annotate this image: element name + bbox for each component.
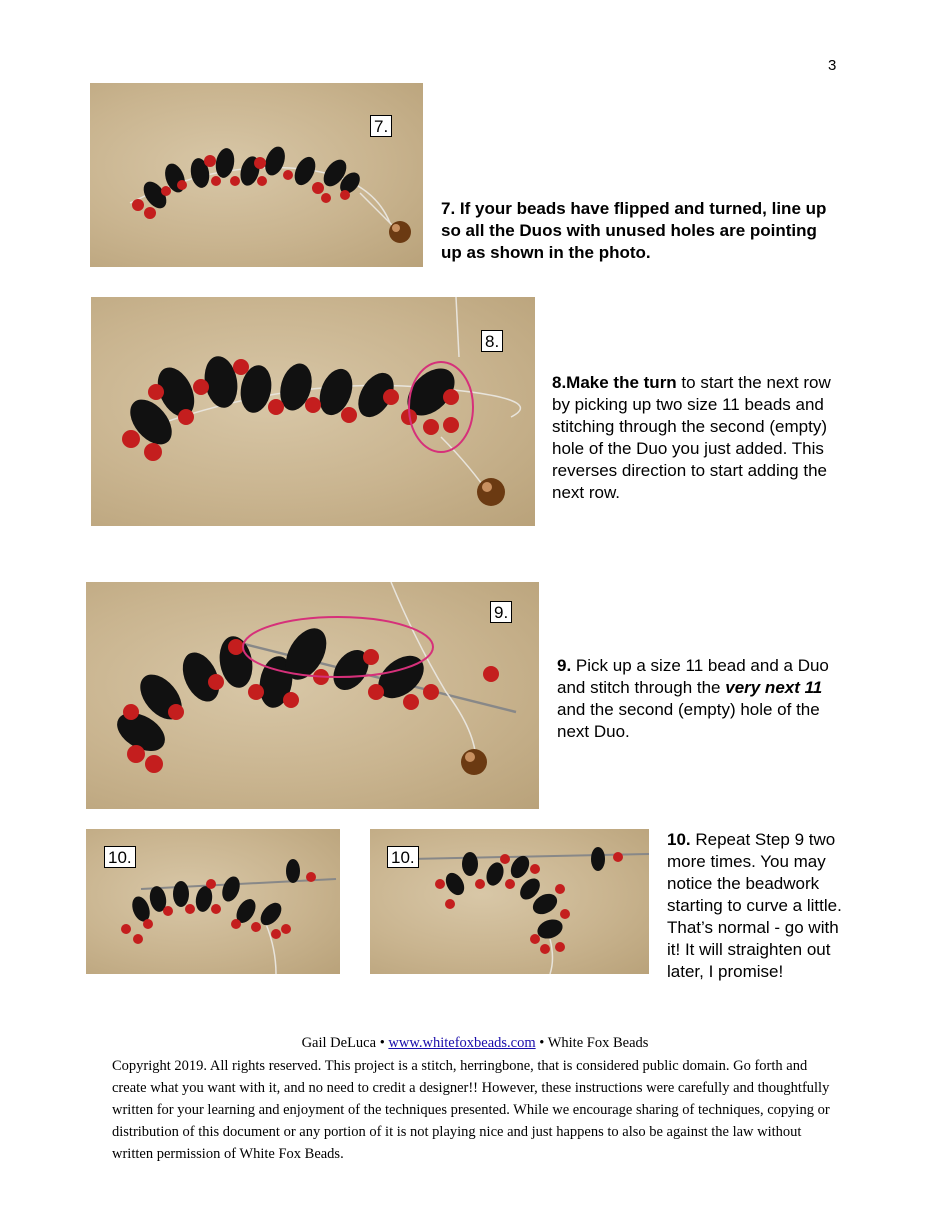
step-8-photo [91,297,535,526]
step-8-text: 8.Make the turn to start the next row by picking up two size 11 beads and stitching through the second (empty) hole of the Duo you just added. This reverses direction to start adding the next row. [552,373,831,502]
step-10-text: 10. Repeat Step 9 two more times. You may notice the beadwork starting to curve a little. That’s normal - go with it! It will straighten out later, I promise! [667,830,842,981]
website-link[interactable]: www.whitefoxbeads.com [388,1035,536,1051]
step-7-text: 7. If your beads have flipped and turned, line up so all the Duos with unused holes are pointing up as shown in the photo. [441,199,827,262]
page-number: 3 [828,57,837,74]
footer-credit: Gail DeLuca • www.whitefoxbeads.com • White Fox Beads [301,1035,649,1051]
step-9-photo [86,582,539,809]
step-8-label: 8. [481,330,503,352]
step-9-text: 9. Pick up a size 11 bead and a Duo and stitch through the very next 11 and the second (empty) hole of the next Duo. [557,656,829,741]
step-10-photo-a [86,829,340,974]
step-7-photo [90,83,423,267]
step-10-label-b: 10. [387,846,419,868]
step-7-label: 7. [370,115,392,137]
step-10-label-a: 10. [104,846,136,868]
step-9-label: 9. [490,601,512,623]
step-10-photo-b [370,829,649,974]
copyright-notice: Copyright 2019. All rights reserved. This project is a stitch, herringbone, that is considered public domain. Go forth and create what you want with it, and no need to credit a designer!! However, these instructions were carefully and thoughtfully written for your learning and enjoyment of the techniques presented. While we encourage sharing of techniques, copying or distribution of this document or any portion of it is not playing nice and just happens to also be against the law without written permission of White Fox Beads. [112,1058,830,1162]
